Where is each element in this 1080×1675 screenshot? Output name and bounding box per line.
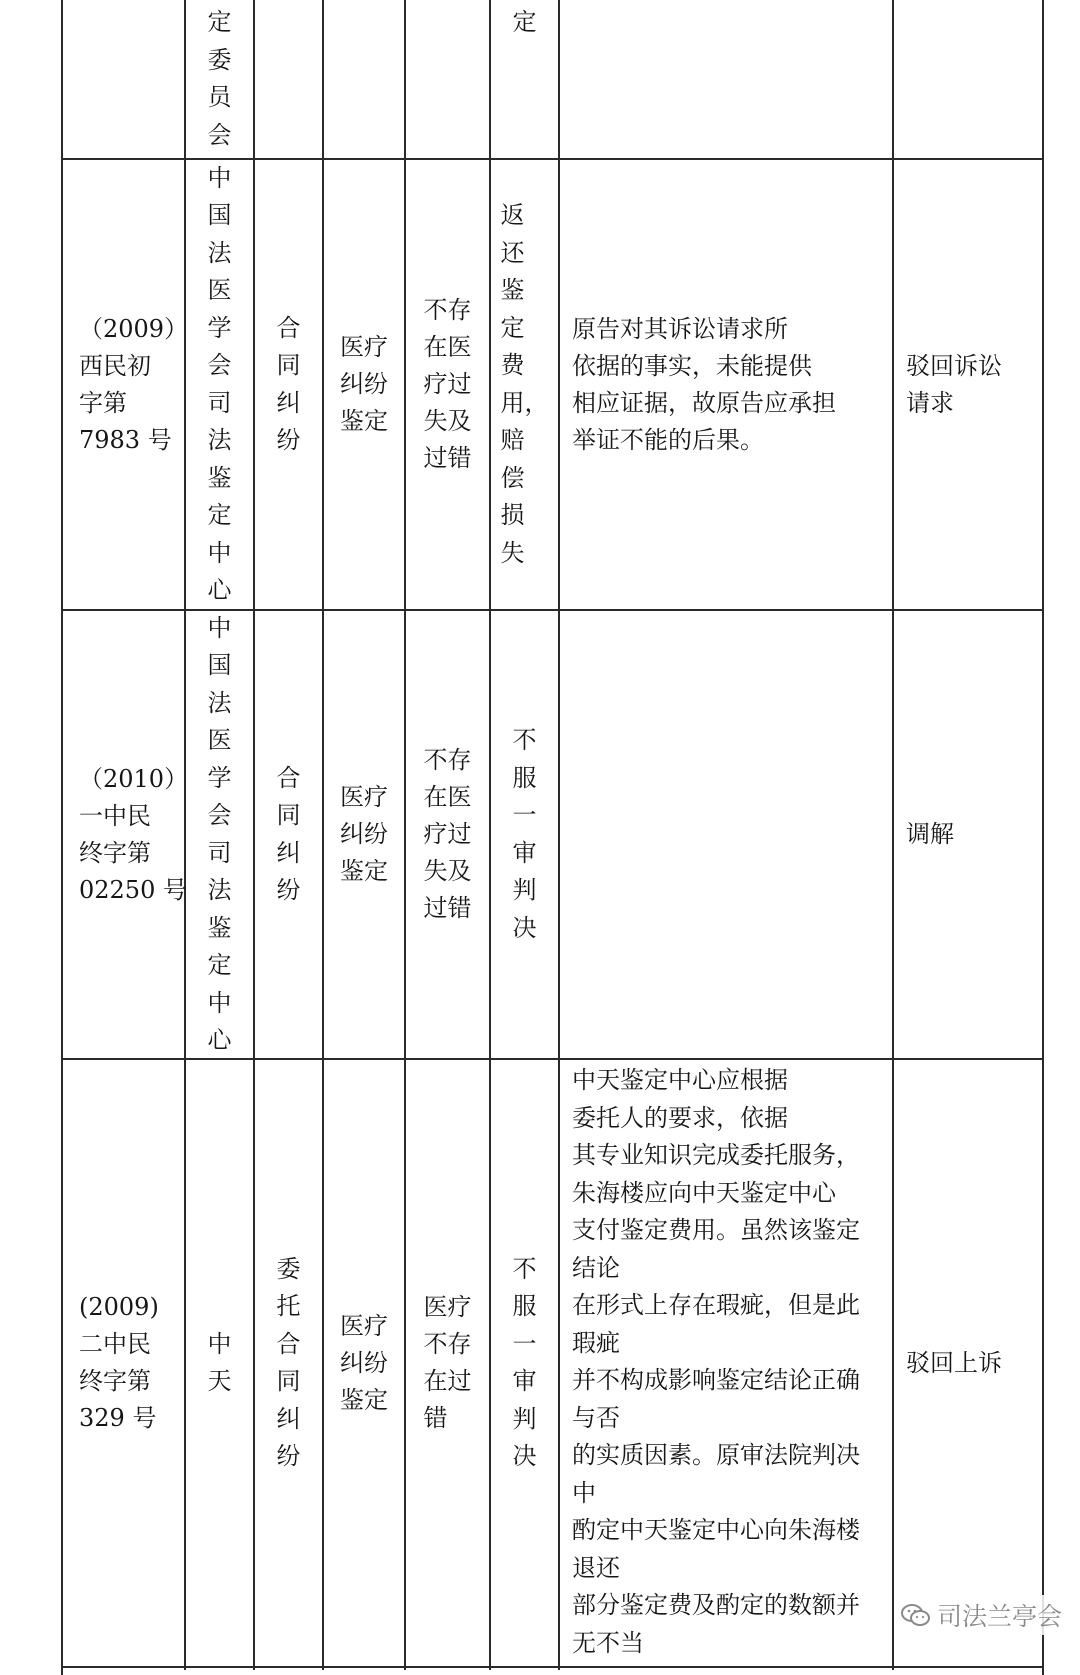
row1-institution: 定 委 员 会 — [207, 8, 232, 149]
wechat-icon — [901, 1603, 931, 1627]
row3-ruling-cell — [894, 611, 1042, 1058]
row2-claim-cell — [491, 160, 558, 609]
row4-case-cell — [63, 1060, 184, 1666]
row2-dispute-cell — [255, 160, 322, 609]
row3-conclusion: 不存 在医 疗过 失及 过错 — [423, 746, 472, 922]
row3-dispute-cell — [255, 611, 322, 1058]
row4-appraisal-cell — [324, 1060, 404, 1666]
row4-dispute-cell — [255, 1060, 322, 1666]
row4-institution-cell — [186, 1060, 253, 1666]
row2-conclusion-cell — [406, 160, 489, 609]
row1-claim: 定 — [512, 8, 537, 36]
row4-claim-cell — [491, 1060, 558, 1666]
row1-claim-cell — [491, 4, 558, 158]
watermark-text: 司法兰亭会 — [936, 1602, 1062, 1631]
row3-dispute-type: 合 同 纠 纷 — [276, 763, 301, 904]
row3-appraisal-type: 医疗 纠纷 鉴定 — [340, 783, 388, 885]
row4-institution: 中 天 — [207, 1329, 232, 1395]
row3-ruling: 调解 — [906, 820, 954, 848]
table-border-bottom — [62, 1666, 1042, 1668]
row3-institution: 中 国 法 医 学 会 司 法 鉴 定 中 心 — [207, 613, 232, 1054]
row4-ruling: 驳回上诉 — [906, 1348, 1002, 1377]
row4-dispute-type: 委 托 合 同 纠 纷 — [276, 1254, 301, 1470]
row4-reasoning: 中天鉴定中心应根据 委托人的要求，依据 其专业知识完成委托服务， 朱海楼应向中天鉴定中心 支付鉴定费用。虽然该鉴定 结论 在形式上存在瑕疵，但是此 瑕疵 并不构成影响鉴定结论正确 与否 的实质因素。原审法院判决 中 酌定中天鉴定中心向朱海楼 退还 部分鉴定费及酌定的数额并 无不当 — [572, 1066, 860, 1657]
row3-appraisal-cell — [324, 611, 404, 1058]
row3-case-cell — [63, 611, 189, 1058]
row3-case-number: （2010） 一中民 终字第 02250 号 — [79, 764, 189, 904]
row3-claim: 不 服 一 审 判 决 — [512, 726, 537, 942]
row4-conclusion: 医疗 不存 在过 错 — [423, 1293, 472, 1432]
row4-reasoning-cell — [560, 1062, 892, 1666]
row1-institution-cell — [186, 4, 253, 158]
row2-dispute-type: 合 同 纠 纷 — [276, 313, 301, 454]
row3-claim-cell — [491, 611, 558, 1058]
row2-institution-cell — [186, 160, 253, 609]
row4-case-number: (2009) 二中民 终字第 329 号 — [79, 1293, 159, 1432]
row2-ruling-cell — [894, 160, 1042, 609]
row3-institution-cell — [186, 611, 253, 1058]
row4-ruling-cell — [894, 1060, 1042, 1666]
watermark — [897, 1595, 1066, 1635]
row4-claim: 不 服 一 审 判 决 — [512, 1254, 537, 1470]
row2-reasoning: 原告对其诉讼请求所 依据的事实，未能提供 相应证据，故原告应承担 举证不能的后果。 — [572, 314, 836, 454]
row2-appraisal-type: 医疗 纠纷 鉴定 — [340, 333, 388, 435]
row2-institution: 中 国 法 医 学 会 司 法 鉴 定 中 心 — [207, 163, 232, 604]
row2-case-cell — [63, 160, 189, 609]
table-border-right — [1042, 0, 1044, 1675]
row2-ruling: 驳回诉讼 请求 — [906, 351, 1002, 417]
row2-conclusion: 不存 在医 疗过 失及 过错 — [423, 296, 472, 472]
row2-reasoning-cell — [560, 160, 892, 609]
row3-conclusion-cell — [406, 611, 489, 1058]
row2-claim: 返 还 鉴 定 费 用， 赔 偿 损 失 — [500, 201, 549, 567]
row2-appraisal-cell — [324, 160, 404, 609]
row4-appraisal-type: 医疗 纠纷 鉴定 — [340, 1311, 388, 1414]
row2-case-number: （2009） 西民初 字第 7983 号 — [79, 314, 189, 454]
row4-conclusion-cell — [406, 1060, 489, 1666]
